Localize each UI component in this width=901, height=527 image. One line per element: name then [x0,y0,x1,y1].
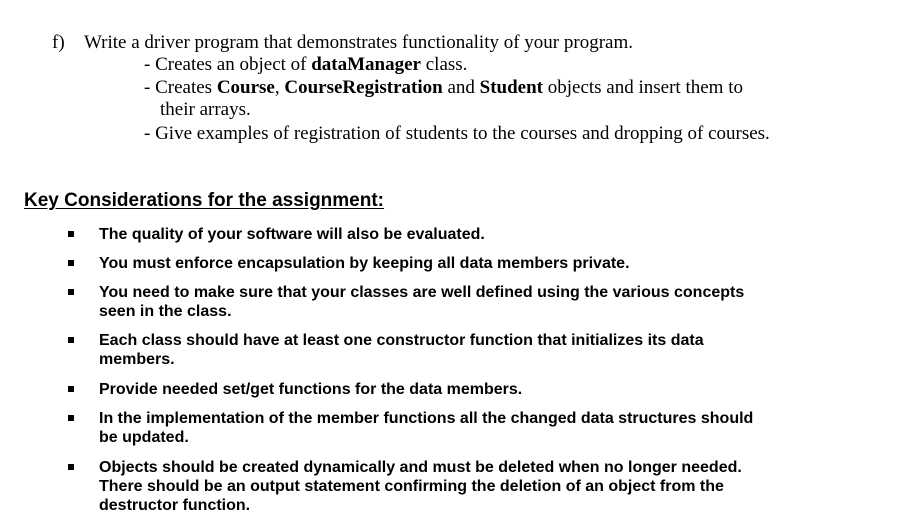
bullet-square-icon [68,386,74,392]
list-item-text: seen in the class. [99,303,232,320]
list-item-text: There should be an output statement confirming the deletion of an object from the [99,478,724,495]
part-f-bullet-1 [144,54,467,76]
list-item-text: Provide needed set/get functions for the data members. [99,381,523,398]
list-item-text: be updated. [99,429,189,446]
part-f-bullet-2-suffix: objects and insert them to [542,77,743,98]
part-f-bullet-2-sep-1: , [274,77,285,98]
class-name-datamanager: dataManager [311,54,421,75]
bullet-square-icon [68,415,74,421]
part-f-bullet-2-prefix: - Creates [144,77,217,98]
part-f-bullet-2-sep-2: and [442,77,480,98]
list-item-text: members. [99,351,175,368]
list-item-text: In the implementation of the member functions all the changed data structures should [99,410,754,427]
list-item-text: You need to make sure that your classes are well defined using the various concepts [99,284,745,301]
class-name-courseregistration: CourseRegistration [284,77,443,98]
part-f-bullet-1-suffix: class. [421,54,468,75]
class-name-student: Student [479,77,543,98]
bullet-square-icon [68,464,74,470]
list-item-text: The quality of your software will also be evaluated. [99,226,485,243]
part-f-label: f) [52,32,65,53]
bullet-square-icon [68,260,74,266]
bullet-square-icon [68,231,74,237]
part-f-bullet-1-prefix: - Creates an object of [144,54,312,75]
list-item-text: Each class should have at least one constructor function that initializes its data [99,332,704,349]
list-item-text: Objects should be created dynamically and must be deleted when no longer needed. [99,459,742,476]
list-item-text: You must enforce encapsulation by keeping all data members private. [99,255,630,272]
bullet-square-icon [68,337,74,343]
part-f-bullet-2 [144,77,743,99]
part-f-intro: Write a driver program that demonstrates functionality of your program. [84,32,634,53]
list-item-text: destructor function. [99,497,251,514]
key-considerations-heading: Key Considerations for the assignment: [24,190,385,211]
bullet-square-icon [68,289,74,295]
part-f-bullet-2-continuation: their arrays. [160,99,251,120]
class-name-course: Course [216,77,275,98]
part-f-bullet-3: - Give examples of registration of students to the courses and dropping of courses. [144,123,770,144]
